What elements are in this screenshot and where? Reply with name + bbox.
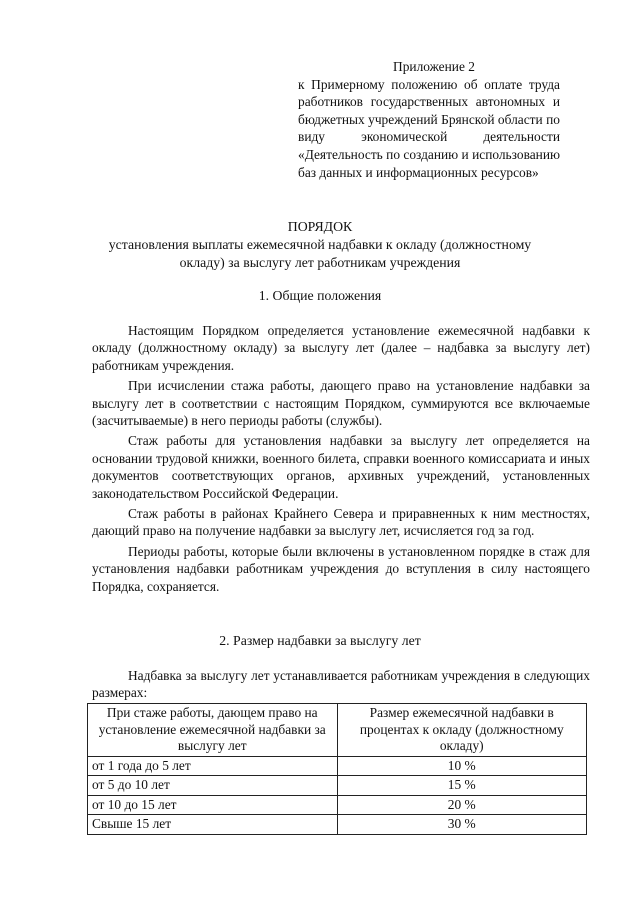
document-title: ПОРЯДОК — [287, 219, 353, 234]
table-header-row — [88, 704, 587, 757]
bonus-table — [87, 703, 587, 835]
section-1-paragraph: Периоды работы, которые были включены в установленном порядке в стаж для установления надбавки работникам учреждения до вступления в силу настоящего Порядка, сохраняется. — [92, 543, 590, 594]
table-cell-rate: 10 % — [337, 756, 587, 776]
section-1-paragraph: Настоящим Порядком определяется установление ежемесячной надбавки к окладу (должностному окладу) за выслугу лет (далее – надбавка за выслугу лет) работникам учреждения. — [92, 323, 590, 373]
appendix-description: к Примерному положению об оплате труда работников государственных автономных и бюджетных учреждений Брянской области по виду экономической деятельности «Деятельность по созданию и использованию баз данных и информационных ресурсов» — [298, 76, 560, 180]
document-title-block — [92, 218, 548, 272]
table-cell-rate: 30 % — [337, 815, 587, 835]
table-row — [88, 795, 587, 815]
appendix-title: Приложение 2 — [393, 59, 475, 74]
section-2-heading: 2. Размер надбавки за выслугу лет — [219, 633, 421, 648]
section-1-heading: 1. Общие положения — [258, 288, 382, 303]
document-subtitle: установления выплаты ежемесячной надбавки к окладу (должностному окладу) за выслугу лет работникам учреждения — [108, 237, 532, 270]
table-cell-rate: 15 % — [337, 776, 587, 796]
table-header-cell: Размер ежемесячной надбавки в процентах к окладу (должностному окладу) — [337, 704, 587, 757]
table-cell-experience: от 10 до 15 лет — [88, 795, 338, 815]
section-1-paragraph: Стаж работы для установления надбавки за выслугу лет определяется на основании трудовой книжки, военного билета, справки военного комиссариата и иных документов соответствующих органов, архивных учреждений, установленных законодательством Российской Федерации. — [92, 433, 590, 501]
table-row — [88, 776, 587, 796]
section-1-paragraph: Стаж работы в районах Крайнего Севера и приравненных к ним местностях, дающий право на получение надбавки за выслугу лет, исчисляется год за год. — [92, 506, 590, 539]
table-cell-experience: Свыше 15 лет — [88, 815, 338, 835]
table-row — [88, 756, 587, 776]
table-row — [88, 815, 587, 835]
section-1-paragraph: При исчислении стажа работы, дающего право на установление надбавки за выслугу лет в соответствии с настоящим Порядком, суммируются все включаемые (засчитываемые) в него периоды работы (службы). — [92, 378, 590, 429]
appendix-header — [298, 58, 560, 181]
section-2-body — [92, 667, 590, 705]
table-cell-experience: от 5 до 10 лет — [88, 776, 338, 796]
section-2-intro: Надбавка за выслугу лет устанавливается работникам учреждения в следующих размерах: — [92, 668, 590, 701]
table-cell-rate: 20 % — [337, 795, 587, 815]
table-cell-experience: от 1 года до 5 лет — [88, 756, 338, 776]
table-header-cell: При стаже работы, дающем право на установление ежемесячной надбавки за выслугу лет — [88, 704, 338, 757]
section-1-body — [92, 322, 590, 598]
